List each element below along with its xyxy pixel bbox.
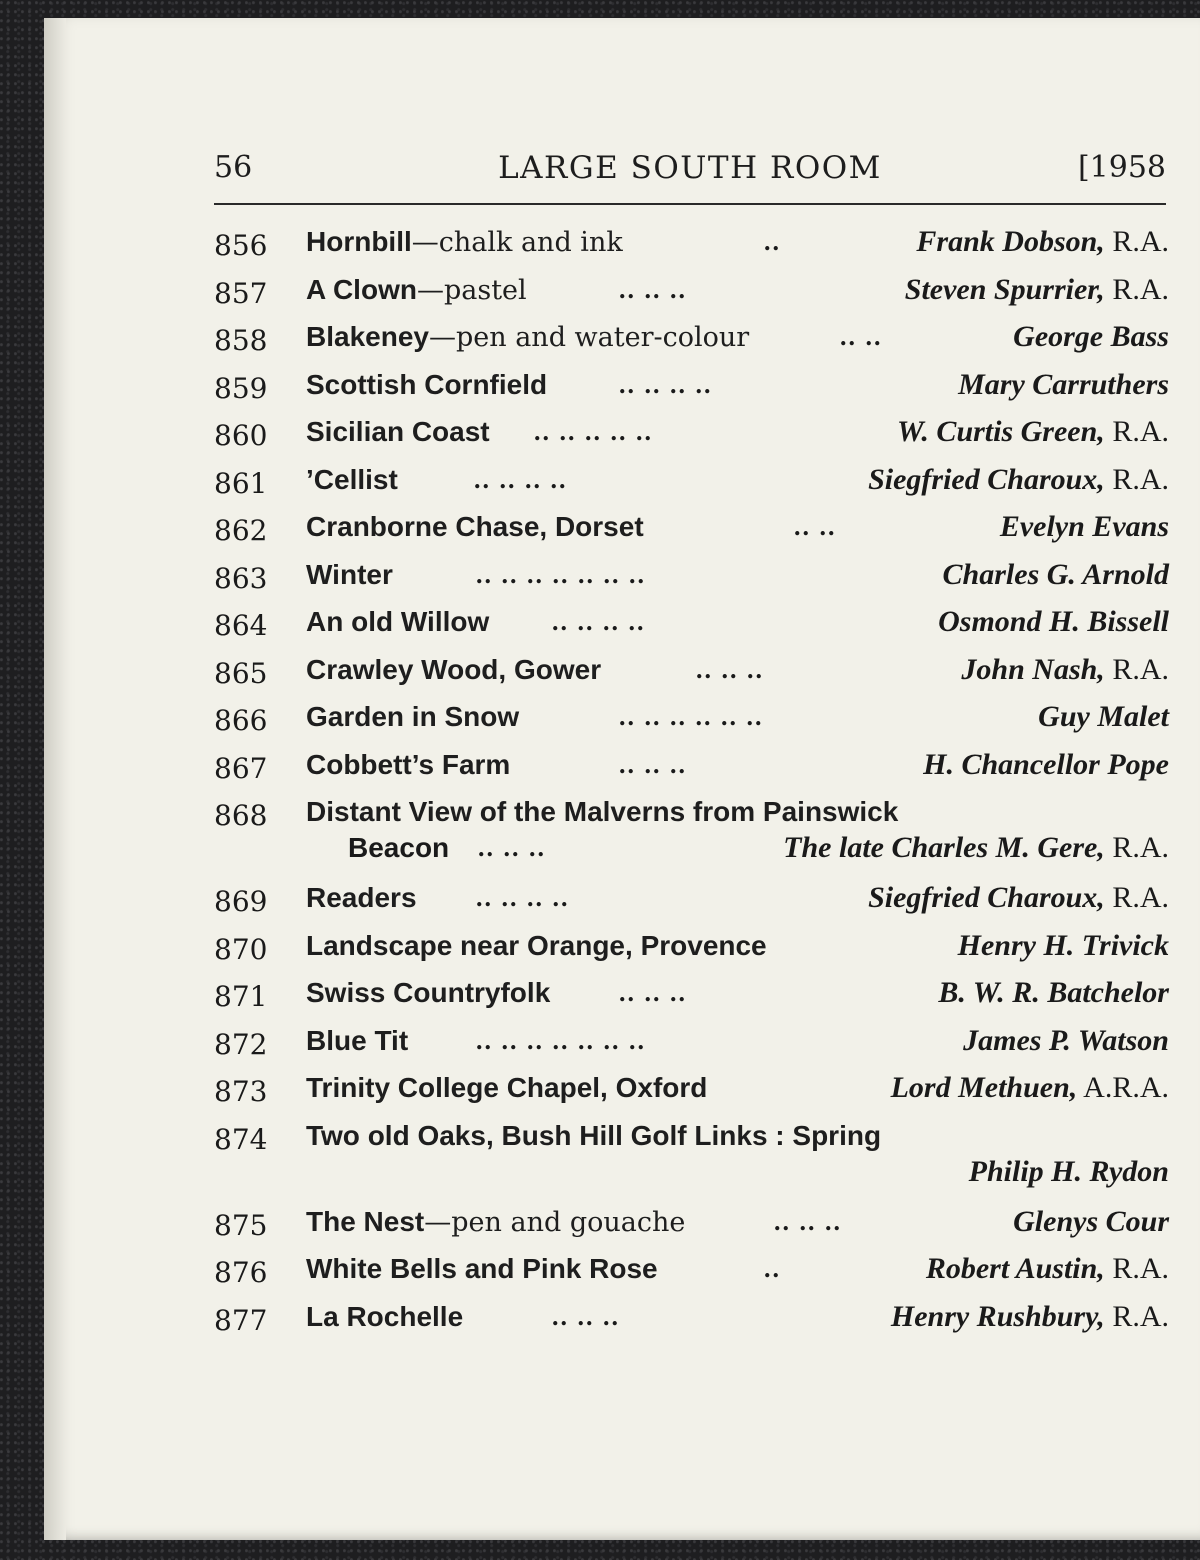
entry-artist: Guy Malet xyxy=(1038,700,1169,733)
dot-leaders: .. .. .. xyxy=(478,833,546,862)
entry-number: 871 xyxy=(214,980,268,1013)
entry-title: Cranborne Chase, Dorset xyxy=(306,511,644,542)
entry-title: Winter xyxy=(306,558,393,590)
entry-artist: Charles G. Arnold xyxy=(942,557,1169,591)
dot-leaders: .. .. .. .. .. .. .. xyxy=(476,1025,646,1055)
header-rule xyxy=(214,203,1166,205)
entry-title: Scottish Cornfield xyxy=(306,368,548,400)
entry-artist: Mary Carruthers xyxy=(958,367,1169,401)
entry-title: Sicilian Coast xyxy=(306,416,490,447)
entry-medium: —pastel xyxy=(416,274,527,306)
entry-title: The Nest—pen and gouache xyxy=(306,1205,686,1238)
catalogue-entry xyxy=(214,874,1169,922)
entry-number: 877 xyxy=(214,1303,268,1337)
entry-number: 868 xyxy=(214,799,268,832)
entry-number: 872 xyxy=(214,1027,268,1061)
entry-artist: James P. Watson xyxy=(963,1023,1169,1057)
entry-title: An old Willow xyxy=(306,606,490,637)
entry-number: 876 xyxy=(214,1256,268,1289)
catalogue-entry xyxy=(214,1017,1169,1065)
entry-title: Hornbill—chalk and ink xyxy=(306,226,623,258)
catalogue-entry xyxy=(214,266,1169,314)
entry-number: 873 xyxy=(214,1075,268,1108)
entry-number: 867 xyxy=(214,751,268,785)
catalogue-entry xyxy=(214,646,1169,694)
entry-title: Trinity College Chapel, Oxford xyxy=(306,1072,708,1103)
entry-number: 861 xyxy=(214,466,268,500)
entry-number: 875 xyxy=(214,1208,268,1242)
entry-title: Landscape near Orange, Provence xyxy=(306,929,767,961)
entry-title: Garden in Snow xyxy=(306,701,520,732)
catalogue-entry xyxy=(214,969,1169,1017)
entry-title: Blue Tit xyxy=(306,1024,409,1056)
entry-title: Distant View of the Malverns from Painswick xyxy=(306,796,899,827)
entry-artist: Steven Spurrier, R.A. xyxy=(904,272,1169,306)
catalogue-entries xyxy=(214,218,1169,1340)
entry-artist: Philip H. Rydon xyxy=(968,1154,1169,1188)
catalogue-entry xyxy=(214,313,1169,361)
entry-artist: The late Charles M. Gere, R.A. xyxy=(783,831,1169,864)
catalogue-entry xyxy=(214,741,1169,789)
entry-number: 874 xyxy=(214,1122,268,1156)
entry-title: A Clown—pastel xyxy=(306,273,527,306)
entry-artist: Siegfried Charoux, R.A. xyxy=(868,462,1169,496)
dot-leaders: .. .. xyxy=(840,322,883,351)
entry-artist: Henry Rushbury, R.A. xyxy=(890,1299,1169,1333)
page-number: 56 xyxy=(214,150,253,185)
entry-number: 864 xyxy=(214,609,268,642)
entry-number: 859 xyxy=(214,371,268,405)
entry-title: Cobbett’s Farm xyxy=(306,748,511,780)
dot-leaders: .. .. .. .. xyxy=(552,607,646,636)
entry-artist: Henry H. Trivick xyxy=(957,928,1169,962)
entry-number: 856 xyxy=(214,229,268,262)
entry-artist: George Bass xyxy=(1013,320,1169,353)
entry-number: 866 xyxy=(214,704,268,737)
entry-artist: H. Chancellor Pope xyxy=(923,747,1169,781)
catalogue-entry xyxy=(214,551,1169,599)
dot-leaders: .. .. .. .. xyxy=(619,369,713,399)
catalogue-entry xyxy=(214,598,1169,646)
catalogue-entry xyxy=(214,1064,1169,1112)
entry-title: White Bells and Pink Rose xyxy=(306,1253,658,1284)
dot-leaders: .. .. .. xyxy=(619,274,687,304)
entry-medium: —chalk and ink xyxy=(411,227,623,258)
entry-artist: B. W. R. Batchelor xyxy=(938,976,1169,1009)
catalogue-entry xyxy=(214,503,1169,551)
catalogue-entry xyxy=(214,1245,1169,1293)
entry-artist: John Nash, R.A. xyxy=(961,652,1169,686)
entry-number: 869 xyxy=(214,885,268,918)
entry-number: 858 xyxy=(214,324,268,357)
page-header xyxy=(214,142,1166,194)
entry-title-continuation: Beacon xyxy=(348,832,450,863)
dot-leaders: .. .. .. .. xyxy=(474,464,568,494)
dot-leaders: .. .. .. .. .. xyxy=(534,417,653,446)
dot-leaders: .. .. xyxy=(794,512,837,541)
entry-medium: —pen and water-colour xyxy=(428,322,750,353)
entry-title: Two old Oaks, Bush Hill Golf Links : Spring xyxy=(306,1119,882,1151)
dot-leaders: .. .. .. xyxy=(696,654,764,684)
entry-number: 862 xyxy=(214,514,268,547)
catalogue-entry xyxy=(214,408,1169,456)
catalogue-entry xyxy=(214,693,1169,741)
dot-leaders: .. xyxy=(764,227,781,256)
page-gutter xyxy=(44,18,66,1540)
dot-leaders: .. .. .. .. .. .. xyxy=(619,702,764,731)
catalogue-entry xyxy=(214,456,1169,504)
catalogue-entry xyxy=(214,1198,1169,1246)
dot-leaders: .. .. .. xyxy=(619,749,687,779)
catalogue-entry xyxy=(214,788,1169,874)
entry-number: 865 xyxy=(214,656,268,690)
entry-title: Readers xyxy=(306,882,417,913)
entry-artist: Evelyn Evans xyxy=(999,510,1169,543)
dot-leaders: .. .. .. xyxy=(552,1301,620,1331)
entry-medium: —pen and gouache xyxy=(424,1206,686,1238)
entry-number: 870 xyxy=(214,932,268,966)
catalogue-entry xyxy=(214,361,1169,409)
entry-title: ’Cellist xyxy=(306,463,398,495)
dot-leaders: .. .. .. .. .. .. .. xyxy=(476,559,646,589)
catalogue-year: [1958 xyxy=(1077,150,1166,185)
dot-leaders: .. .. .. xyxy=(619,978,687,1007)
entry-artist: W. Curtis Green, R.A. xyxy=(896,415,1169,448)
entry-title: La Rochelle xyxy=(306,1300,464,1332)
entry-number: 857 xyxy=(214,276,268,310)
catalogue-entry xyxy=(214,922,1169,970)
entry-artist: Siegfried Charoux, R.A. xyxy=(868,881,1169,914)
entry-artist: Glenys Cour xyxy=(1013,1204,1169,1238)
catalogue-entry xyxy=(214,1112,1169,1198)
entry-number: 860 xyxy=(214,419,268,452)
entry-artist: Lord Methuen, A.R.A. xyxy=(890,1071,1169,1104)
entry-artist: Robert Austin, R.A. xyxy=(925,1252,1169,1285)
catalogue-entry xyxy=(214,1293,1169,1341)
entry-artist: Osmond H. Bissell xyxy=(938,605,1169,638)
entry-title: Blakeney—pen and water-colour xyxy=(306,321,750,353)
dot-leaders: .. xyxy=(764,1254,781,1283)
entry-title: Swiss Countryfolk xyxy=(306,977,551,1008)
dot-leaders: .. .. .. .. xyxy=(476,883,570,912)
entry-artist: Frank Dobson, R.A. xyxy=(916,225,1169,258)
dot-leaders: .. .. .. xyxy=(774,1206,842,1236)
entry-title: Crawley Wood, Gower xyxy=(306,653,602,685)
room-title: LARGE SOUTH ROOM xyxy=(498,150,882,186)
entry-number: 863 xyxy=(214,561,268,595)
catalogue-entry xyxy=(214,218,1169,266)
